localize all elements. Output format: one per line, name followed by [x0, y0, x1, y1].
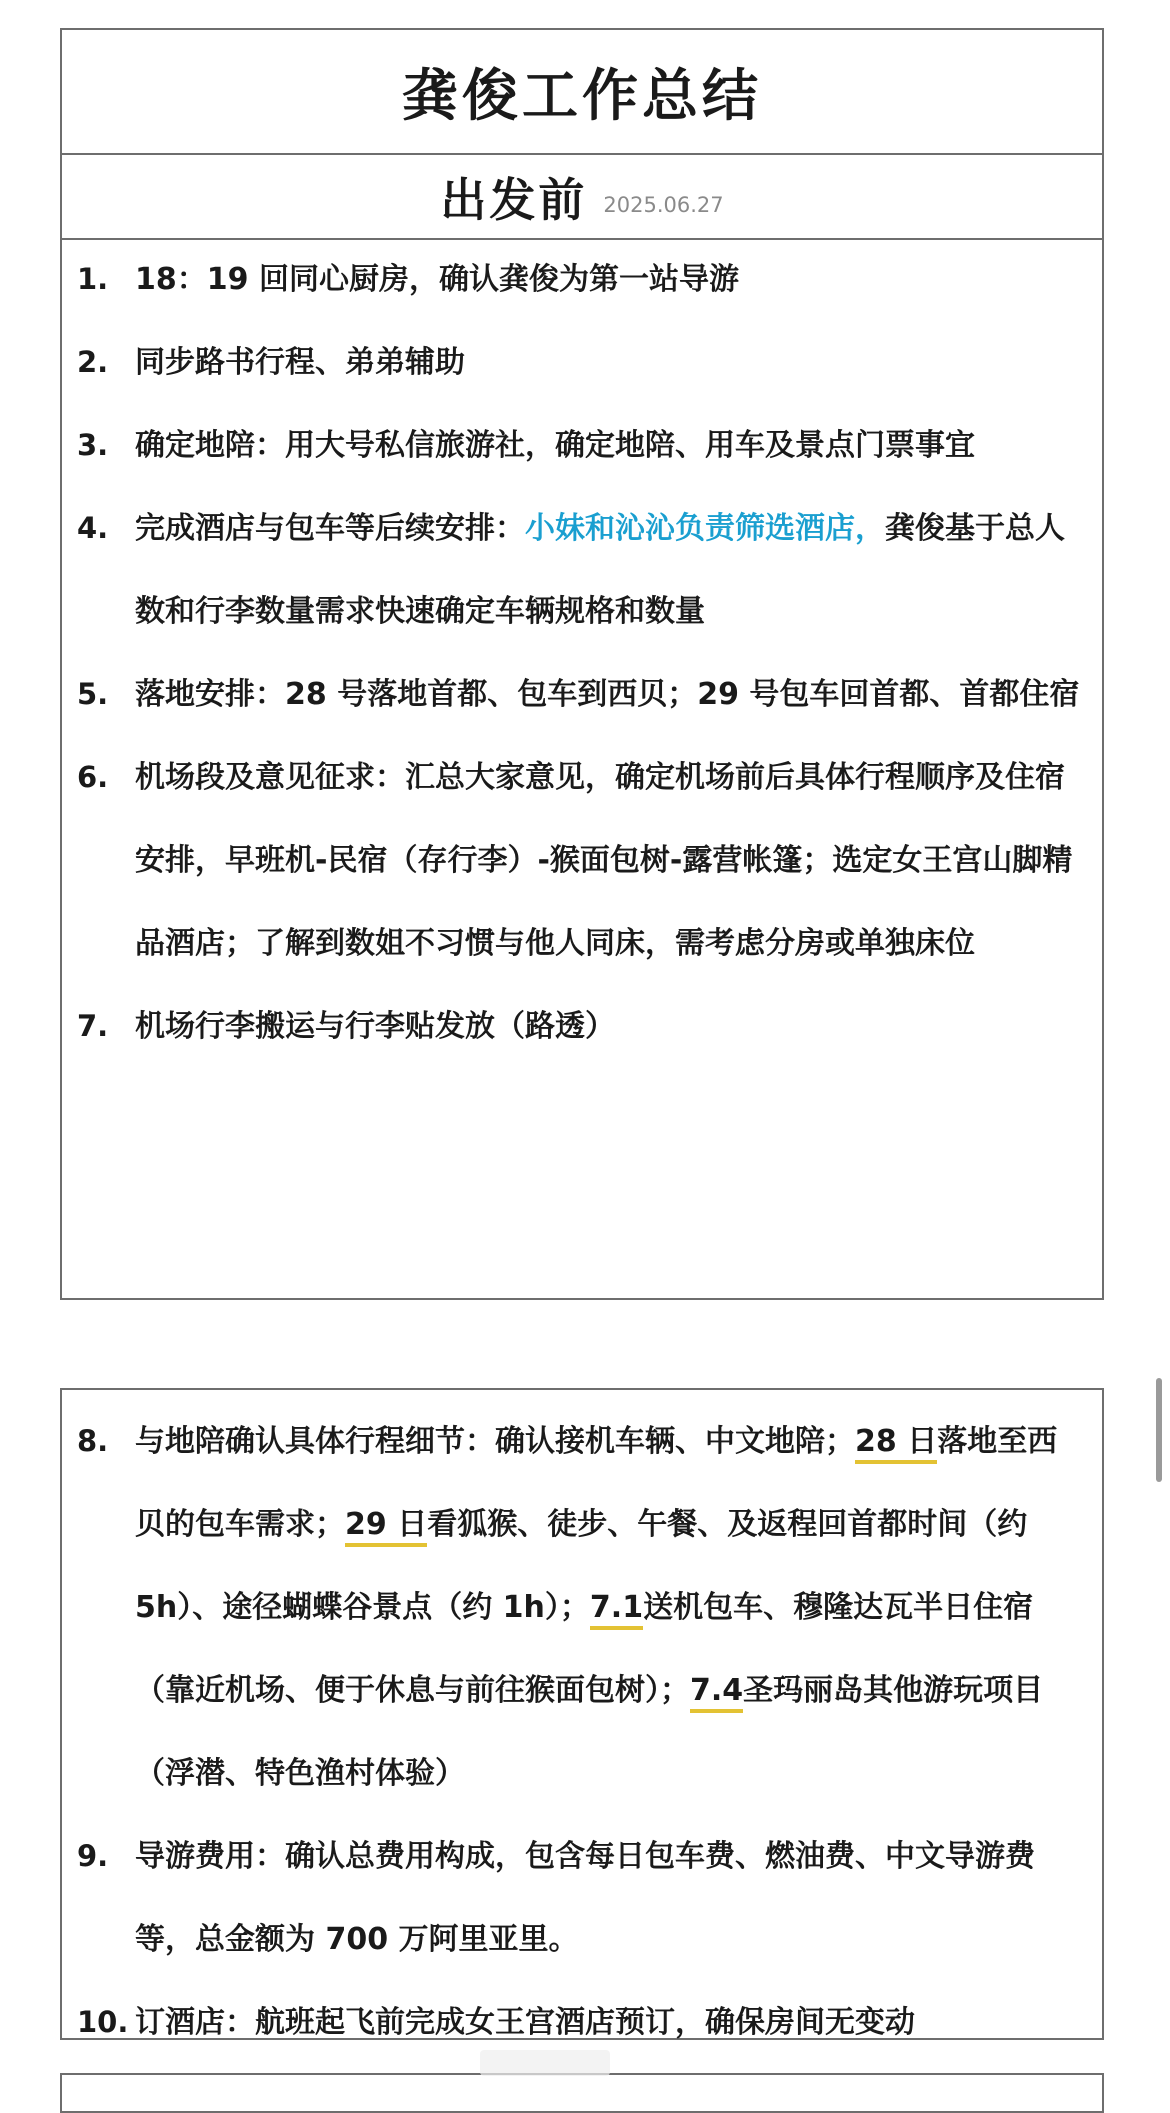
- item-number: 3.: [77, 428, 109, 462]
- text-segment: 18：19 回同心厨房，确认龚俊为第一站导游: [135, 262, 739, 297]
- item-number: 8.: [77, 1424, 109, 1458]
- text-segment: 完成酒店与包车等后续安排：: [135, 511, 525, 546]
- item-number: 9.: [77, 1839, 109, 1873]
- underlined-date: 7.1: [590, 1590, 643, 1630]
- item-text: [135, 487, 1082, 653]
- list-item: [62, 1400, 1102, 1815]
- item-number: 2.: [77, 345, 109, 379]
- item-text: [135, 736, 1082, 985]
- list-item: [62, 487, 1102, 653]
- text-segment: 同步路书行程、弟弟辅助: [135, 345, 465, 380]
- text-segment: 机场段及意见征求：汇总大家意见，确定机场前后具体行程顺序及住宿安排，早班机-民宿（存行李）-猴面包树-露营帐篷；选定女王宫山脚精品酒店；了解到数姐不习惯与他人同床，需考虑分房或单独床位: [135, 760, 1073, 961]
- item-number: 1.: [77, 262, 109, 296]
- document-title: 龚俊工作总结: [402, 63, 762, 129]
- item-number: 10.: [77, 2005, 129, 2039]
- section-title: 出发前: [440, 172, 588, 227]
- item-text: [135, 653, 1082, 736]
- list-item: [62, 238, 1102, 321]
- text-segment: 落地至西贝的包车需求；: [135, 1424, 1058, 1542]
- text-segment: 机场行李搬运与行李贴发放（路透）: [135, 1009, 615, 1044]
- task-list-1: [62, 238, 1102, 1068]
- list-item: [62, 1815, 1102, 1981]
- title-row: [62, 30, 1102, 155]
- item-number: 6.: [77, 760, 109, 794]
- task-list-2: [62, 1400, 1102, 2064]
- text-segment: 导游费用：确认总费用构成，包含每日包车费、燃油费、中文导游费等，总金额为 700 万阿里亚里。: [135, 1839, 1035, 1957]
- underlined-date: 28 日: [855, 1424, 937, 1464]
- text-segment: 订酒店：航班起飞前完成女王宫酒店预订，确保房间无变动: [135, 2005, 915, 2040]
- list-item: [62, 736, 1102, 985]
- scrollbar[interactable]: [1156, 1378, 1162, 1482]
- list-item: [62, 985, 1102, 1068]
- item-number: 7.: [77, 1009, 109, 1043]
- watermark: [480, 2050, 610, 2076]
- item-text: [135, 238, 1082, 321]
- item-text: [135, 404, 1082, 487]
- text-segment: 确定地陪：用大号私信旅游社，确定地陪、用车及景点门票事宜: [135, 428, 975, 463]
- highlighted-text: 小妹和沁沁负责筛选酒店，: [525, 511, 885, 546]
- text-segment: 圣玛丽岛其他游玩项目（浮潜、特色渔村体验）: [135, 1673, 1044, 1791]
- item-text: [135, 1815, 1082, 1981]
- section-date: 2025.06.27: [603, 192, 724, 217]
- list-item: [62, 653, 1102, 736]
- item-number: 4.: [77, 511, 109, 545]
- text-segment: 看狐猴、徒步、午餐、及返程回首都时间（约 5h）、途径蝴蝶谷景点（约 1h）；: [135, 1507, 1028, 1625]
- underlined-date: 29 日: [345, 1507, 427, 1547]
- text-segment: 落地安排：28 号落地首都、包车到西贝；29 号包车回首都、首都住宿: [135, 677, 1080, 712]
- list-item: [62, 321, 1102, 404]
- item-text: [135, 321, 1082, 404]
- summary-card-3: [60, 2073, 1104, 2113]
- text-segment: 送机包车、穆隆达瓦半日住宿（靠近机场、便于休息与前往猴面包树）；: [135, 1590, 1034, 1708]
- item-number: 5.: [77, 677, 109, 711]
- item-text: [135, 1400, 1082, 1815]
- summary-card-1: [60, 28, 1104, 1300]
- text-segment: 龚俊基于总人数和行李数量需求快速确定车辆规格和数量: [135, 511, 1065, 629]
- section-header: [62, 155, 1102, 240]
- underlined-date: 7.4: [690, 1673, 743, 1713]
- item-text: [135, 985, 1082, 1068]
- text-segment: 与地陪确认具体行程细节：确认接机车辆、中文地陪；: [135, 1424, 855, 1459]
- list-item: [62, 404, 1102, 487]
- summary-card-2: [60, 1388, 1104, 2040]
